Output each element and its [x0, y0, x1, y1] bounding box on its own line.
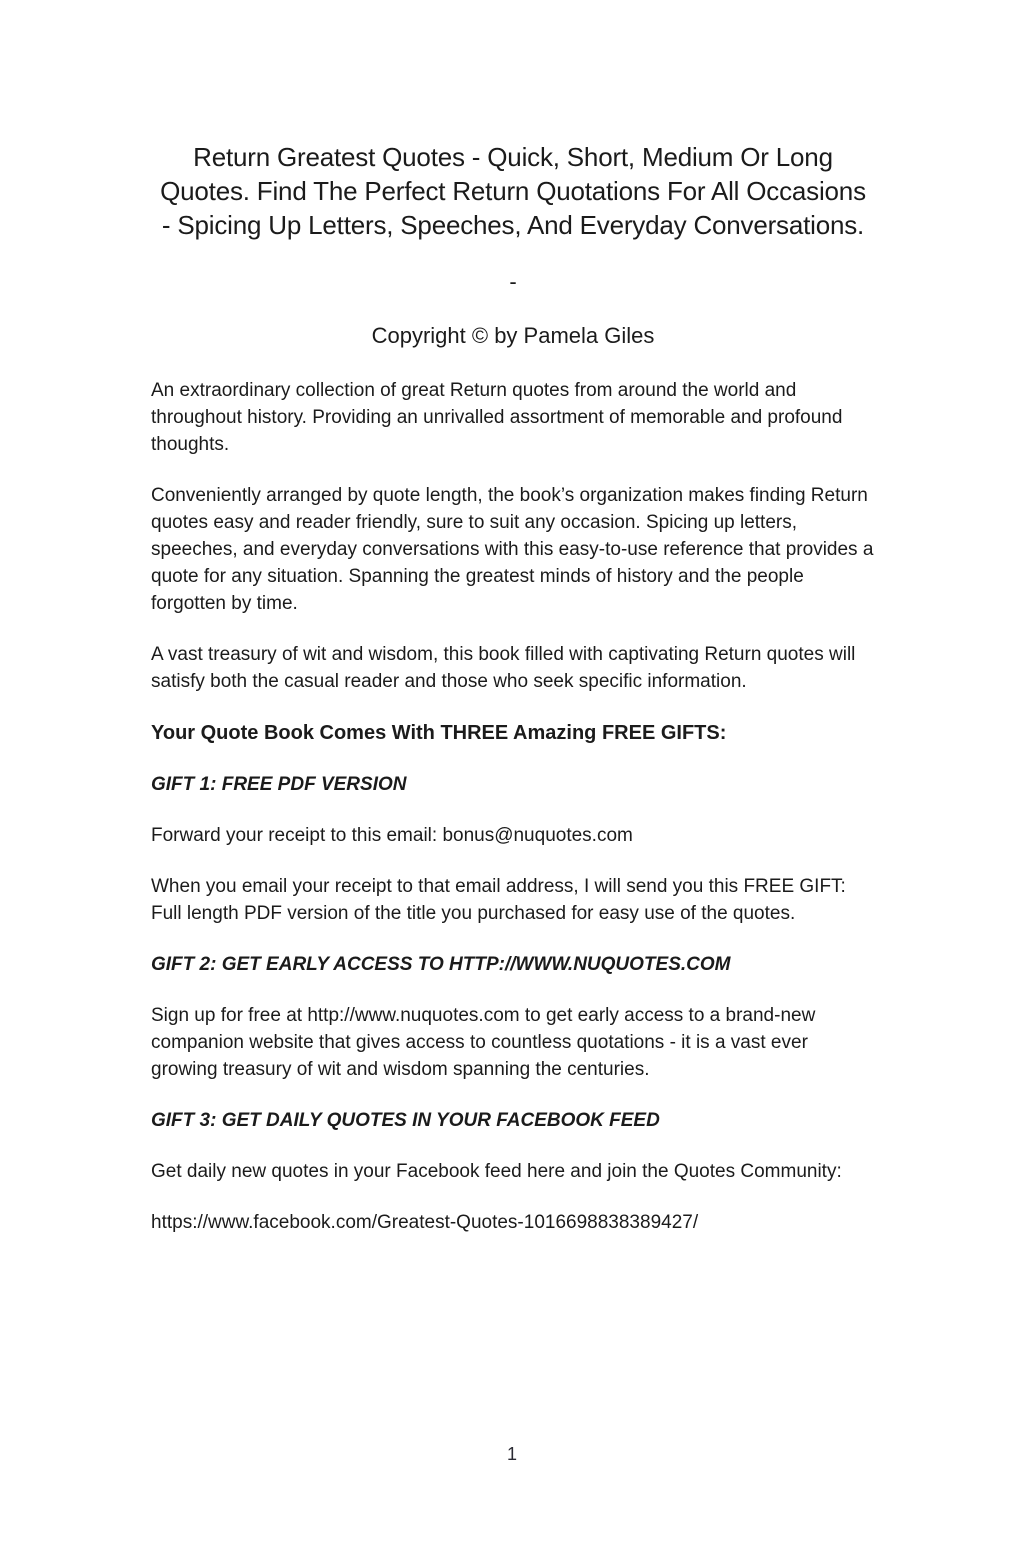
intro-paragraph-1: An extraordinary collection of great Return quotes from around the world and throughout history. Providing an unrivalled assortment of memorable and profound thoughts.	[151, 380, 843, 455]
gift-1-forward-receipt-line: Forward your receipt to this email: bonus@nuquotes.com	[151, 825, 633, 846]
title-separator-dash: -	[509, 269, 517, 294]
intro-paragraph-2: Conveniently arranged by quote length, the book’s organization makes finding Return quotes easy and reader friendly, sure to suit any occasion. Spicing up letters, speeches, and everyday conversations with this easy-to-use reference that provides a quote for any situation. Spanning the greatest minds of history and the people forgotten by time.	[151, 485, 874, 614]
book-title-line-3: - Spicing Up Letters, Speeches, And Everyday Conversations.	[161, 210, 865, 240]
book-title	[151, 140, 875, 242]
gift-1-heading: GIFT 1: FREE PDF VERSION	[151, 774, 407, 795]
free-gifts-heading: Your Quote Book Comes With THREE Amazing FREE GIFTS:	[151, 722, 727, 744]
book-title-line-2: Quotes. Find The Perfect Return Quotations For All Occasions	[160, 176, 866, 206]
copyright-line: Copyright © by Pamela Giles	[371, 323, 655, 348]
book-title-line-1: Return Greatest Quotes - Quick, Short, Medium Or Long	[193, 142, 833, 172]
gift-1-body: When you email your receipt to that email address, I will send you this FREE GIFT: Full length PDF version of the title you purchased for easy use of the quotes.	[151, 876, 846, 924]
gift-2-body: Sign up for free at http://www.nuquotes.com to get early access to a brand-new companion website that gives access to countless quotations - it is a vast ever growing treasury of wit and wisdom spanning the centuries.	[151, 1005, 816, 1080]
gift-2-heading: GIFT 2: GET EARLY ACCESS TO HTTP://WWW.NUQUOTES.COM	[151, 954, 731, 975]
gift-3-body: Get daily new quotes in your Facebook feed here and join the Quotes Community:	[151, 1161, 842, 1182]
page-content	[151, 140, 875, 1260]
intro-paragraph-3: A vast treasury of wit and wisdom, this book filled with captivating Return quotes will satisfy both the casual reader and those who seek specific information.	[151, 644, 856, 692]
facebook-url: https://www.facebook.com/Greatest-Quotes-1016698838389427/	[151, 1212, 699, 1233]
page-number: 1	[506, 1444, 517, 1464]
gift-3-heading: GIFT 3: GET DAILY QUOTES IN YOUR FACEBOOK FEED	[151, 1110, 660, 1131]
